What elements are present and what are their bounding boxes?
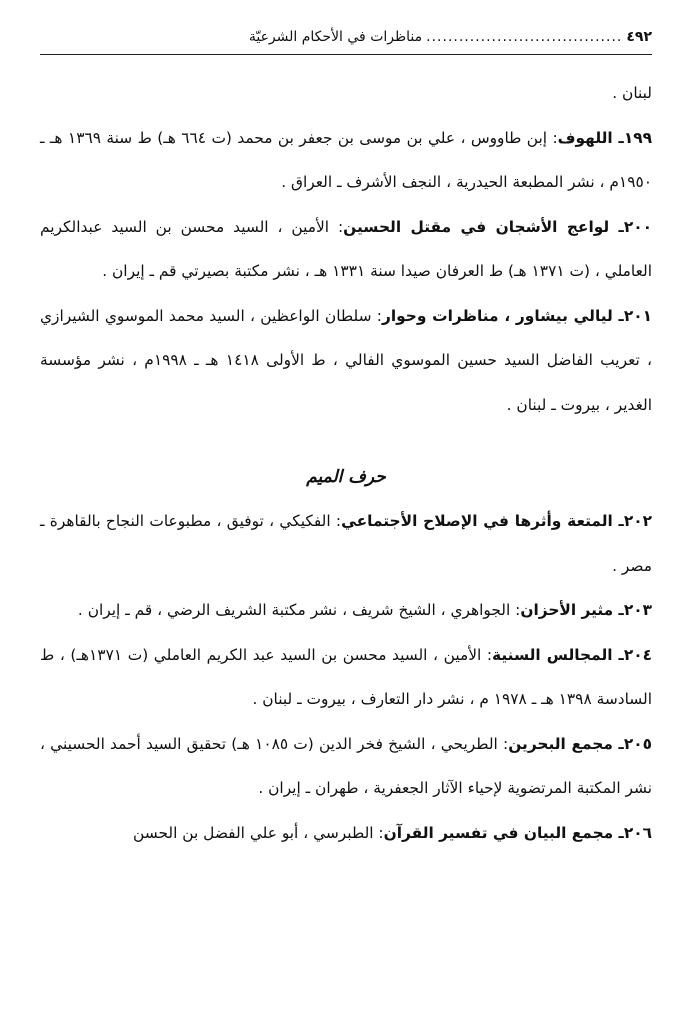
entry-text: : الفكيكي ، توفيق ، مطبوعات النجاح بالقاهرة ـ مصر .	[40, 512, 652, 575]
entry-text: : الأمين ، السيد محسن بن السيد عبدالكريم العاملي ، (ت ١٣٧١ هـ) ط العرفان صيدا سنة ١٣٣١ هـ ، نشر مكتبة بصيرتي قم ـ إيران .	[40, 217, 652, 280]
page-number: ٤٩٢	[626, 29, 652, 45]
entry-text: : الأمين ، السيد محسن بن السيد عبد الكريم العاملي (ت ١٣٧١هـ) ، ط السادسة ١٣٩٨ هـ ـ ١٩٧٨ م ، نشر دار التعارف ، بيروت ـ لبنان .	[40, 645, 652, 708]
bibliography-entry	[40, 633, 652, 722]
section-heading: حرف الميم	[306, 467, 386, 487]
entry-text: : الجواهري ، الشيخ شريف ، نشر مكتبة الشريف الرضي ، قم ـ إيران .	[77, 601, 521, 619]
entry-label: ٢٠٦ـ مجمع البيان في تفسير القرآن	[383, 823, 652, 842]
bibliography-entry	[40, 205, 652, 294]
bibliography-entry	[40, 588, 652, 633]
header-dots: ....................................	[426, 29, 623, 45]
entry-label: ٢٠٥ـ مجمع البحرين	[508, 734, 653, 753]
bibliography-body	[40, 71, 652, 855]
document-page	[40, 20, 652, 1000]
entry-text: : إبن طاووس ، علي بن موسى بن جعفر بن محمد (ت ٦٦٤ هـ) ط سنة ١٣٦٩ هـ ـ ١٩٥٠م ، نشر المطبعة الحيدرية ، النجف الأشرف ـ العراق .	[40, 128, 652, 191]
entry-label: ٢٠٣ـ مثير الأحزان	[520, 601, 652, 619]
running-header	[40, 20, 652, 55]
entry-label: ٢٠٠ـ لواعج الأشجان في مقتل الحسين	[343, 217, 652, 236]
book-title: مناظرات في الأحكام الشرعيّة	[248, 29, 423, 45]
entry-label: ٢٠٢ـ المتعة وأثرها في الإصلاح الأجتماعي	[341, 512, 652, 530]
entry-label: ٢٠١ـ ليالي بيشاور ، مناظرات وحوار	[381, 306, 652, 325]
bibliography-entry	[40, 71, 652, 116]
entry-text: : الطريحي ، الشيخ فخر الدين (ت ١٠٨٥ هـ) تحقيق السيد أحمد الحسيني ، نشر المكتبة المرتضوية لإحياء الآثار الجعفرية ، طهران ـ إيران .	[40, 734, 652, 797]
bibliography-entry	[40, 722, 652, 811]
bibliography-entry	[40, 499, 652, 588]
entry-text: : سلطان الواعظين ، السيد محمد الموسوي الشيرازي ، تعريب الفاضل السيد حسين الموسوي الفالي ، ط الأولى ١٤١٨ هـ ـ ١٩٩٨م ، نشر مؤسسة الغدير ، بيروت ـ لبنان .	[40, 306, 652, 414]
bibliography-entry	[40, 811, 652, 856]
entry-label: ٢٠٤ـ المجالس السنية	[492, 645, 653, 664]
entry-text: لبنان .	[612, 84, 652, 102]
bibliography-entry	[40, 116, 652, 205]
entry-label: ١٩٩ـ اللهوف	[557, 128, 652, 147]
entry-text: : الطبرسي ، أبو علي الفضل بن الحسن	[133, 823, 384, 842]
bibliography-entry	[40, 294, 652, 428]
